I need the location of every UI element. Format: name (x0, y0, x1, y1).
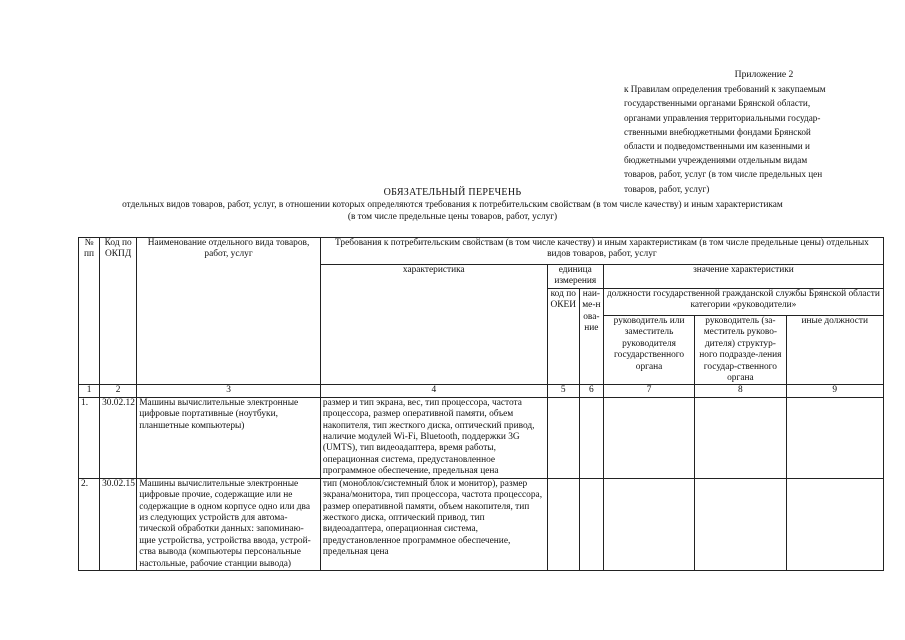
row-subdivision-value (695, 397, 786, 478)
header-unit: единица измерения (547, 265, 603, 289)
appendix-line: государственными органами Брянской области, (624, 98, 811, 109)
column-number: 6 (579, 385, 603, 397)
row-characteristic: размер и тип экрана, вес, тип процессора, частота процессора, размер оперативной памяти, объем накопителя, тип жесткого диска, оптический привод, наличие модулей Wi-Fi, Bluetooth, поддержки 3G (UMTS), тип видеоадаптера, время работы, операционная система, предустановленное программное обеспечение, предельная цена (320, 397, 547, 478)
header-other: иные должности (786, 316, 883, 385)
column-number: 4 (320, 385, 547, 397)
row-code: 30.02.15 (100, 478, 137, 570)
appendix-line: товаров, работ, услуг (в том числе предельных цен (624, 169, 823, 180)
header-unit-name: наи-ме-нова-ние (579, 289, 603, 385)
header-subdivision-head: руководитель (за-меститель руково-дителя) структур-ного подразде-ления государ-ственного органа (695, 316, 786, 385)
row-head-value (603, 478, 694, 570)
header-head: руководитель или заместитель руководителя государственного органа (603, 316, 694, 385)
document-title: ОБЯЗАТЕЛЬНЫЙ ПЕРЕЧЕНЬ (383, 187, 522, 198)
row-name: Машины вычислительные электронные цифровые прочие, содержащие или не содержащие в одном корпусе одно или два из следующих устройств для автома-тической обработки данных: запоминаю-щие устройства, устройства ввода, устрой-ства вывода (компьютеры персональные настольные, рабочие станции вывода) (137, 478, 321, 570)
document-subtitle: отдельных видов товаров, работ, услуг, в отношении которых определяются требования к потребительским свойствам (в том числе качеству) и иным характеристикам (122, 200, 783, 210)
column-number: 5 (547, 385, 579, 397)
header-positions: должности государственной гражданской службы Брянской области категории «руководители» (603, 289, 883, 316)
row-other-value (786, 478, 883, 570)
row-head-value (603, 397, 694, 478)
row-code: 30.02.12 (100, 397, 137, 478)
header-characteristic: характеристика (320, 265, 547, 385)
header-num: № пп (79, 238, 100, 385)
appendix-line: товаров, работ, услуг) (624, 183, 710, 194)
header-okei: код по ОКЕИ (547, 289, 579, 385)
row-characteristic: тип (моноблок/системный блок и монитор), размер экрана/монитора, тип процессора, частота процессора, размер оперативной памяти, объем накопителя, тип жесткого диска, оптический привод, тип видеоадаптера, операционная система, предустановленное программное обеспечение, предельная цена (320, 478, 547, 570)
row-unit-name (579, 397, 603, 478)
header-name: Наименование отдельного вида товаров, работ, услуг (137, 238, 321, 385)
appendix-line: бюджетными учреждениями отдельным видам (624, 155, 808, 166)
requirements-table (78, 237, 884, 571)
column-number: 9 (786, 385, 883, 397)
column-number: 2 (100, 385, 137, 397)
appendix-line: ственными внебюджетными фондами Брянской (624, 126, 811, 137)
header-value: значение характеристики (603, 265, 883, 289)
table-row (79, 478, 884, 570)
appendix-line: области и подведомственными им казенными и (624, 141, 810, 152)
document-subtitle-2: (в том числе предельные цены товаров, работ, услуг) (347, 212, 558, 222)
column-number: 8 (695, 385, 786, 397)
row-other-value (786, 397, 883, 478)
row-subdivision-value (695, 478, 786, 570)
table-row (79, 397, 884, 478)
column-number: 3 (137, 385, 321, 397)
appendix-heading: Приложение 2 (734, 69, 794, 80)
column-number: 1 (79, 385, 100, 397)
header-okpd: Код по ОКПД (100, 238, 137, 385)
appendix-block (624, 68, 864, 196)
row-name: Машины вычислительные электронные цифровые портативные (ноутбуки, планшетные компьютеры) (137, 397, 321, 478)
appendix-line: органами управления территориальными государ- (624, 112, 821, 123)
appendix-line: к Правилам определения требований к закупаемым (624, 84, 826, 95)
row-okei (547, 397, 579, 478)
row-num: 2. (79, 478, 100, 570)
header-requirements: Требования к потребительским свойствам (в том числе качеству) и иным характеристикам (в том числе предельные цены) отдельных видов товаров, работ, услуг (320, 238, 883, 265)
column-number: 7 (603, 385, 694, 397)
row-okei (547, 478, 579, 570)
row-num: 1. (79, 397, 100, 478)
row-unit-name (579, 478, 603, 570)
